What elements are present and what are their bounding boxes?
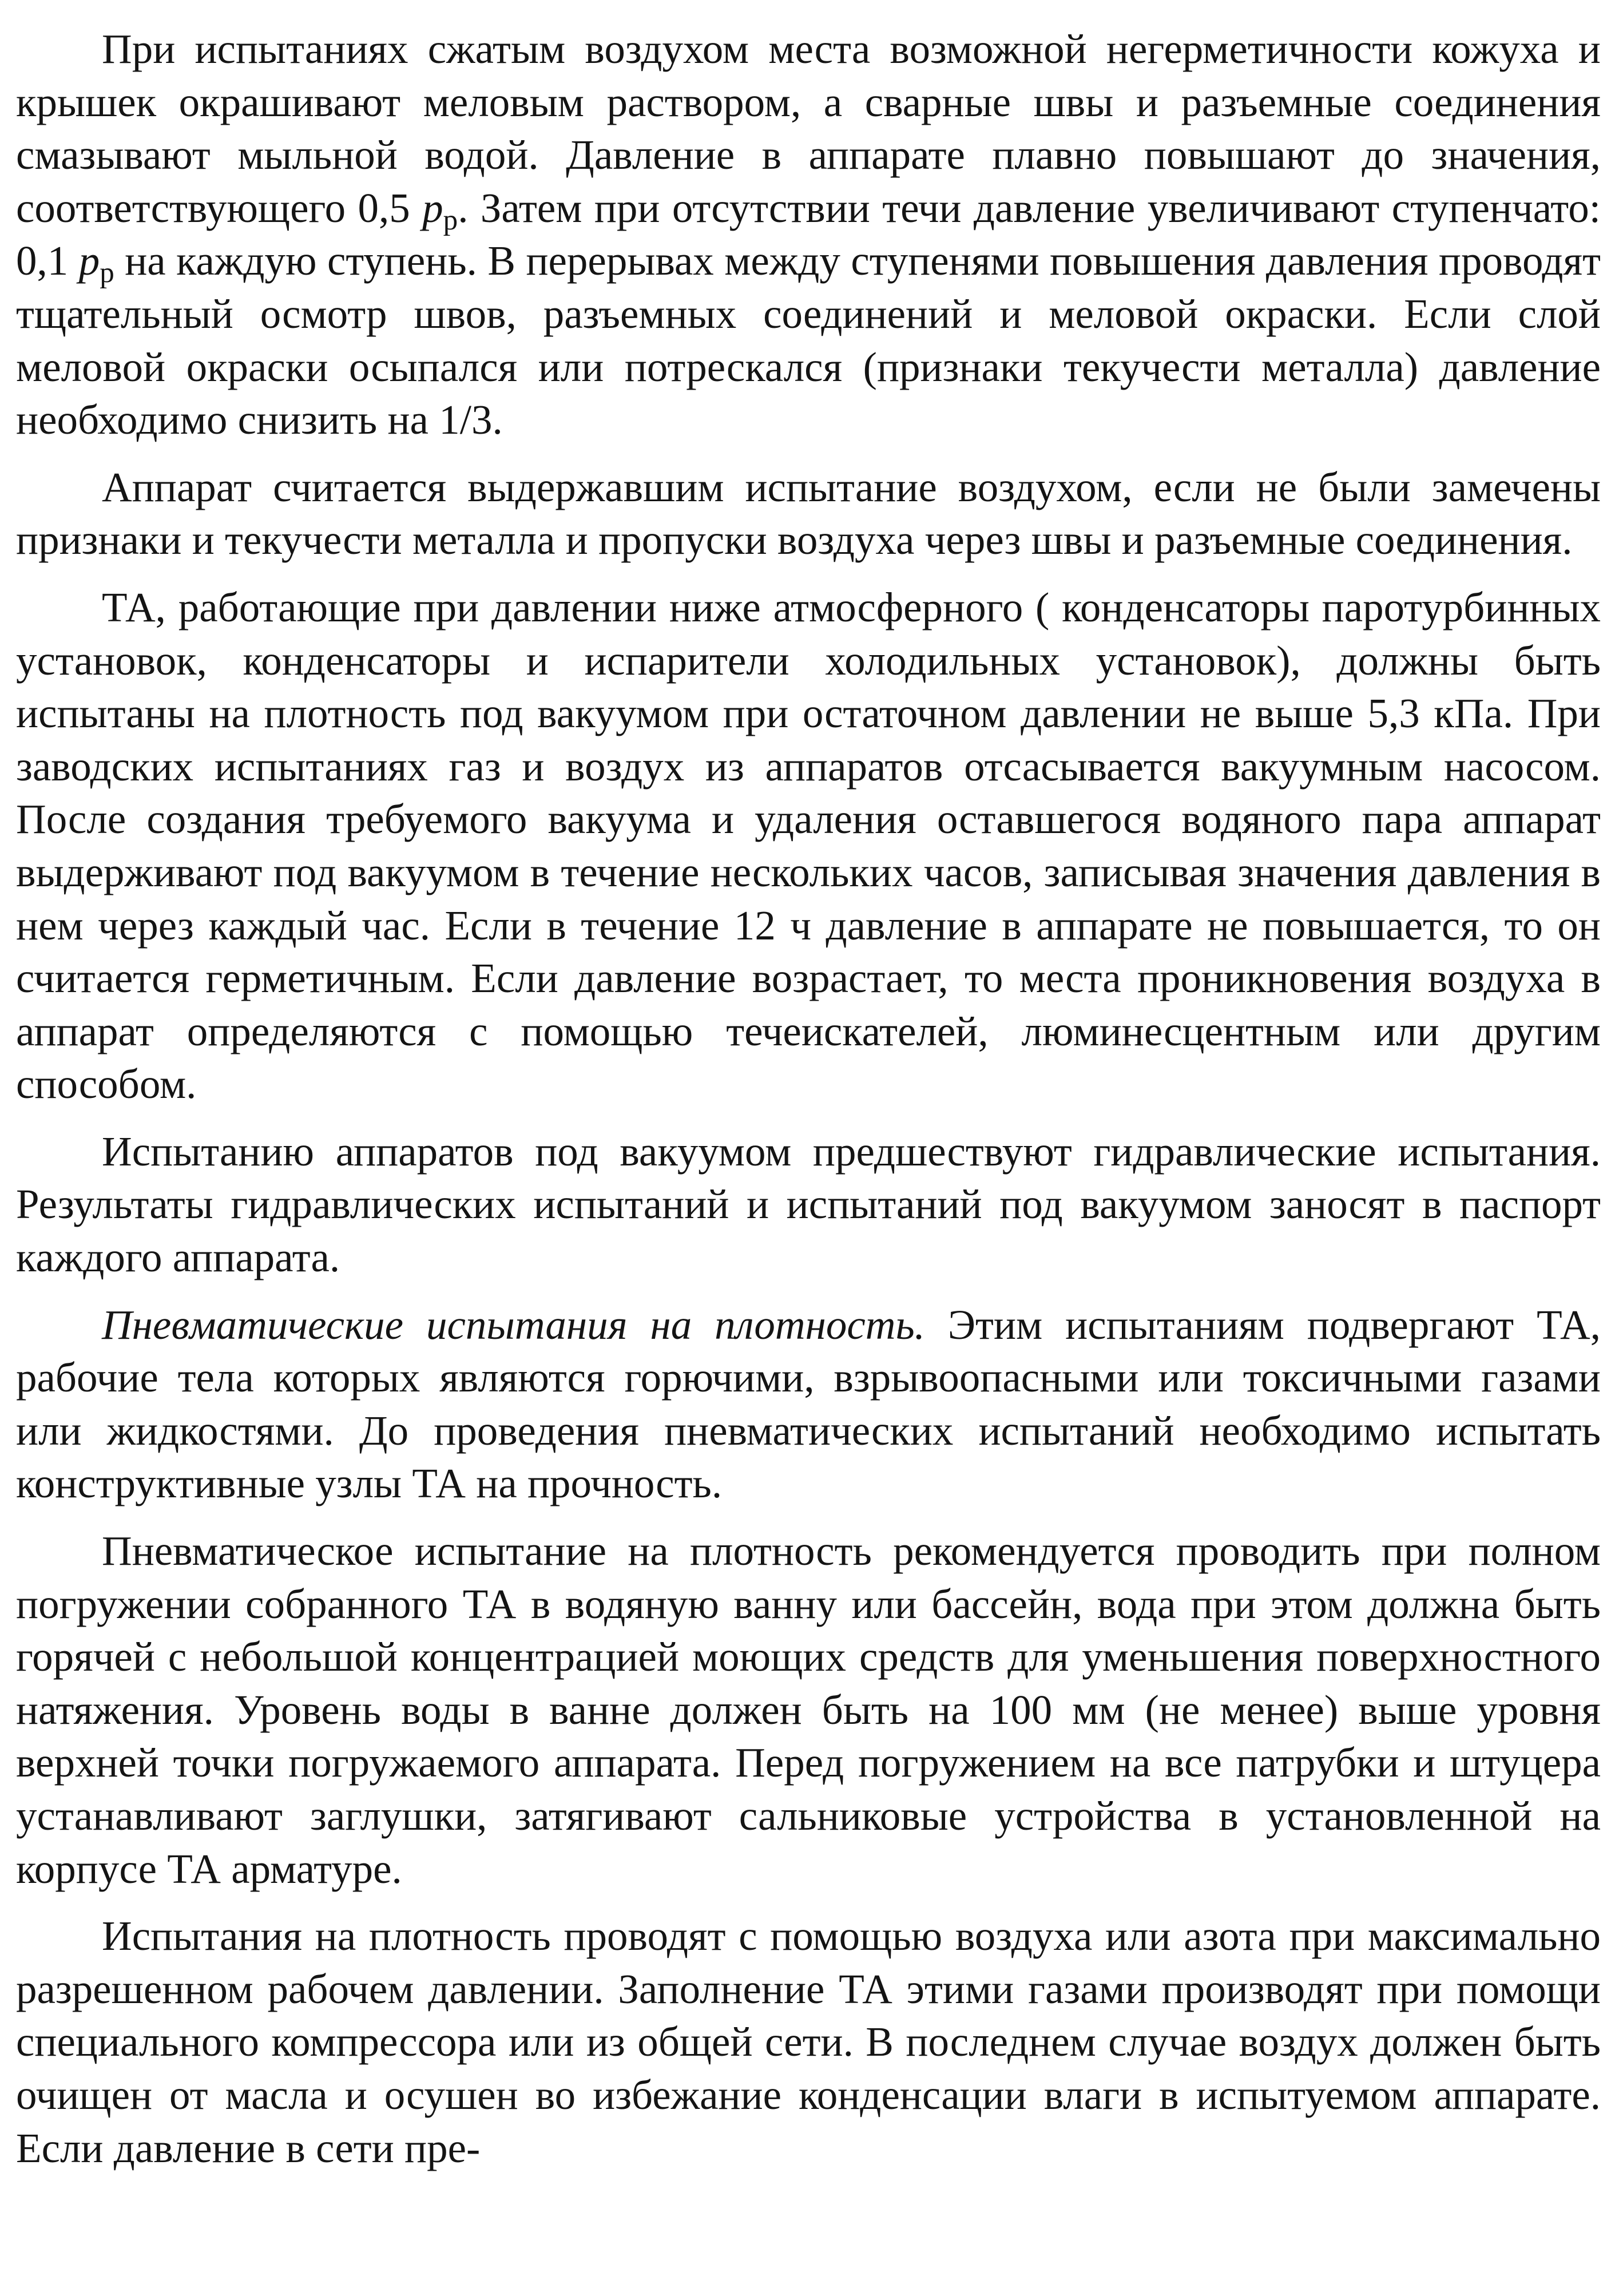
pressure-subscript: р bbox=[100, 256, 114, 290]
pressure-symbol: p bbox=[78, 237, 100, 284]
paragraph-vacuum-precondition: Испытанию аппаратов под вакуумом предшествуют гидравлические испытания. Результаты гидравлических испытаний и испытаний под вакуумом заносят в паспорт каждого аппарата. bbox=[16, 1128, 1601, 1281]
pressure-symbol: p bbox=[422, 184, 443, 231]
paragraph-vacuum-test: ТА, работающие при давлении ниже атмосферного ( конденсаторы паротурбинных установок, конденсаторы и испарители холодильных установок), должны быть испытаны на плотность под вакуумом при остаточном давлении не выше 5,3 кПа. При заводских испытаниях газ и воздух из аппаратов отсасывается вакуумным насосом. После создания требуемого вакуума и удаления оставшегося водяного пара аппарат выдерживают под вакуумом в течение нескольких часов, записывая значения давления в нем через каждый час. Если в течение 12 ч давление в аппарате не повышается, то он считается герметичным. Если давление возрастает, то места проникновения воздуха в аппарат определяются с помощью течеискателей, люминесцентным или другим способом. bbox=[16, 584, 1601, 1108]
paragraph-air-test-procedure bbox=[16, 23, 1601, 447]
paragraph-immersion-test: Пневматическое испытание на плотность рекомендуется проводить при полном погружении собранного ТА в водяную ванну или бассейн, вода при этом должна быть горячей с небольшой концентрацией моющих средств для уменьшения поверхностного натяжения. Уровень воды в ванне должен быть на 100 мм (не менее) выше уровня верхней точки погружаемого аппарата. Перед погружением на все патрубки и штуцера устанавливают заглушки, затягивают сальниковые устройства в установленной на корпусе ТА арматуре. bbox=[16, 1528, 1601, 1892]
paragraph-text: При испытаниях сжатым воздухом места возможной негерметичности кожуха и крышек окрашивают меловым раствором, а сварные швы и разъемные соединения смазывают мыльной водой. Давление в аппарате плавно повышают до значения, соответствующего 0,5 bbox=[16, 26, 1601, 231]
paragraph-air-test-result: Аппарат считается выдержавшим испытание воздухом, если не были замечены признаки и текучести металла и пропуски воздуха через швы и разъемные соединения. bbox=[16, 463, 1601, 564]
paragraph-pneumatic-tightness bbox=[16, 1299, 1601, 1510]
pressure-subscript: р bbox=[443, 203, 458, 236]
document-page bbox=[16, 23, 1601, 2175]
paragraph-text: на каждую ступень. В перерывах между ступенями повышения давления проводят тщательный осмотр швов, разъемных соединений и меловой окраски. Если слой меловой окраски осыпался или потрескался (признаки текучести металла) давление необходимо снизить на 1/3. bbox=[16, 237, 1601, 443]
paragraph-text: . Затем при отсутствии течи давление увеличивают ступенчато: 0,1 bbox=[16, 184, 1601, 284]
section-lead-heading: Пневматические испытания на плотность. bbox=[102, 1301, 925, 1348]
paragraph-gas-filling: Испытания на плотность проводят с помощью воздуха или азота при максимально разрешенном рабочем давлении. Заполнение ТА этими газами производят при помощи специального компрессора или из общей сети. В последнем случае воздух должен быть очищен от масла и осушен во избежание конденсации влаги в испытуемом аппарате. Если давление в сети пре- bbox=[16, 1913, 1601, 2171]
paragraph-text: Этим испытаниям подвергают ТА, рабочие тела которых являются горючими, взрывоопасными или токсичными газами или жидкостями. До проведения пневматических испытаний необходимо испытать конструктивные узлы ТА на прочность. bbox=[16, 1301, 1601, 1507]
